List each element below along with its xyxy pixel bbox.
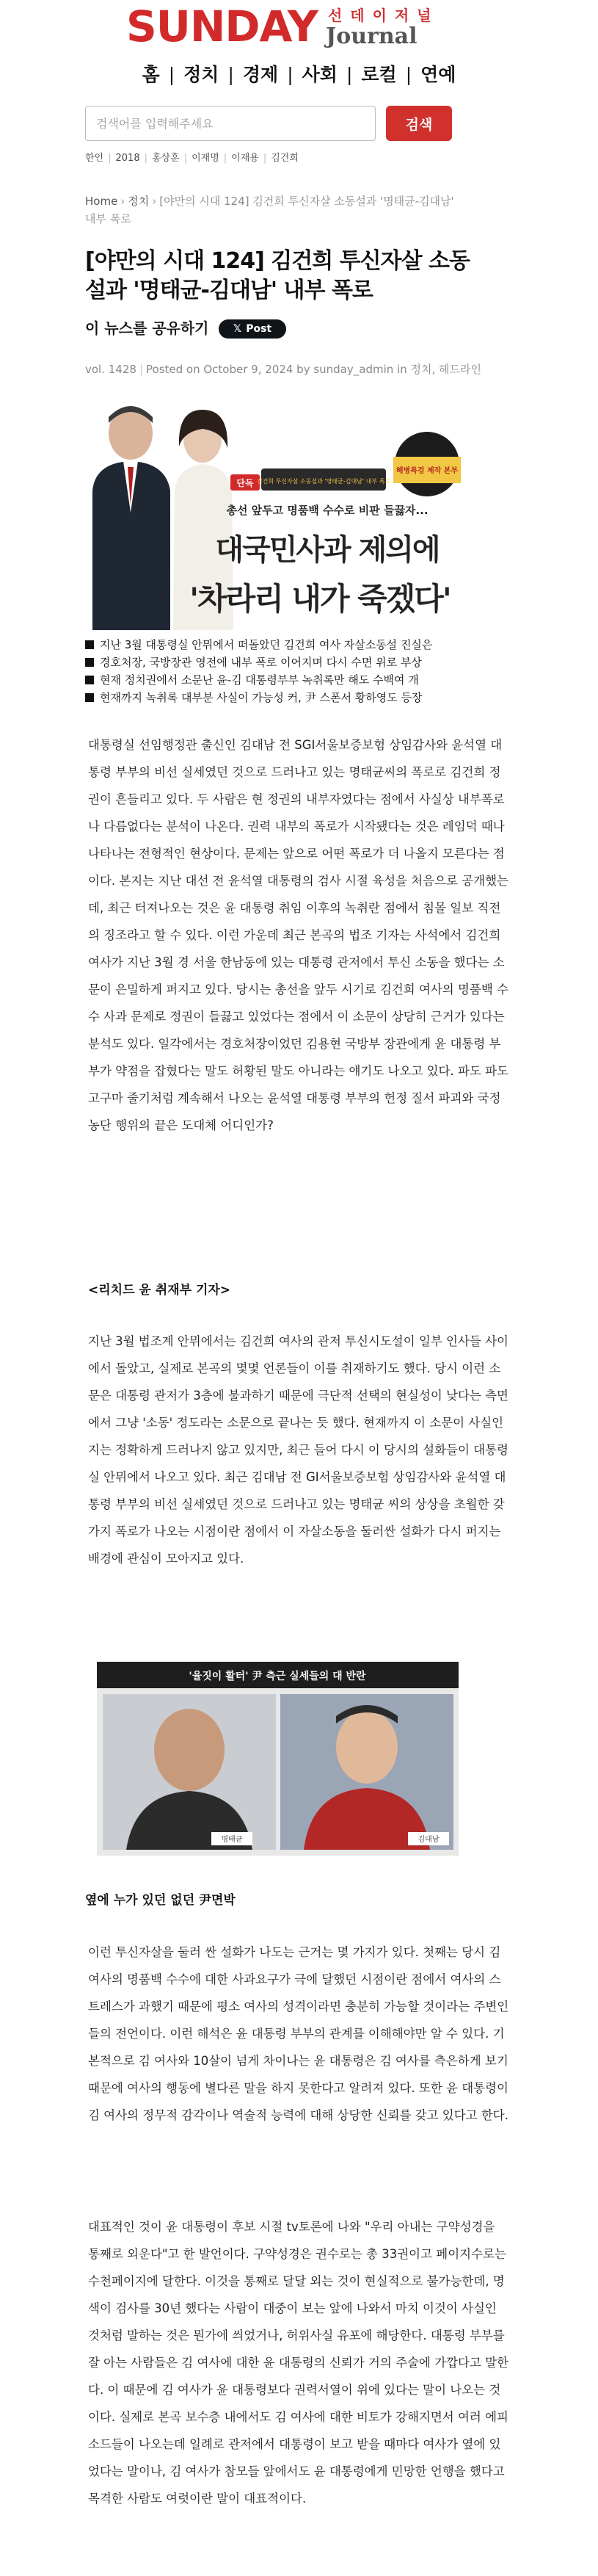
hero-caption-name: 해병특검 제작 본부 (395, 467, 459, 475)
article-meta (85, 361, 496, 377)
nav-item-entertainment[interactable]: 연예 (420, 64, 456, 85)
search-button[interactable]: 검색 (386, 106, 452, 141)
hero-headline-top: 총선 앞두고 명품백 수수로 비판 들끓자... (226, 504, 429, 517)
summary-bullet: 지난 3월 대통령실 안뮈에서 떠돌았던 김건희 여사 자살소동설 진실은 (85, 636, 511, 654)
logo-journal-text: Journal (326, 23, 417, 49)
main-nav (0, 60, 598, 90)
article-vol: vol. 1428 (85, 363, 136, 376)
article-paragraph: 대통령실 선임행정관 출신인 김대남 전 SGI서울보증보험 상임감사와 윤석열 대통령 부부의 비선 실세였던 것으로 드러나고 있는 명태균씨의 폭로로 김건희 정권이 흔들리고 있다. 두 사람은 현 정권의 내부자였다는 점에서 사실상 내부폭로나 다름없다는 분석이 나온다. 권력 내부의 폭로가 시작됐다는 것은 레임덕 때나 나타나는 전형적인 현상이다. 문제는 앞으로 어떤 폭로가 더 나올지 모른다는 점이다. 본지는 지난 대선 전 윤석열 대통령의 검사 시절 육성을 처음으로 공개했는데, 최근 터져나오는 것은 윤 대통령 취임 이후의 녹취란 점에서 침몰 일보 직전의 징조라고 할 수 있다. 이런 가운데 최근 본곡의 법조 기자는 사석에서 김건희 여사가 지난 3월 경 서울 한남동에 있는 대통령 관저에서 투신 소동을 했다는 소문이 은밀하게 퍼지고 있다. 당시는 총선을 앞두 시기로 김건희 여사의 명품백 수수 사과 문제로 정권이 들끓고 있었다는 점에서 이 소문이 상당히 근거가 있다는 분석도 있다. 일각에서는 경호처장이었던 김용현 국방부 장관에게 윤 대통령 부부가 약점을 잡혔다는 말도 허황된 말도 아니라는 얘기도 나오고 있다. 파도 파도 고구마 줄기처럼 계속해서 나오는 윤석열 대통령 부부의 헌정 질서 파괴와 국정농단 행위의 끝은 도대체 어디인가? (88, 738, 508, 1132)
photo-left-face (154, 1709, 225, 1791)
tag-link[interactable]: 홍상훈 (152, 153, 180, 164)
reporter-byline: <리치드 윤 취재부 기자> (88, 1283, 231, 1298)
hero-headline-main2: '차라리 내가 죽겠다' (189, 581, 451, 617)
hero-badge (230, 474, 260, 491)
nav-item-local[interactable]: 로컬 (361, 64, 397, 85)
nav-item-economy[interactable]: 경제 (242, 64, 279, 85)
summary-bullet: 현재까지 녹취록 대부분 사실이 가능성 커, 尹 스폰서 황하영도 등장 (85, 689, 511, 706)
tag-separator: | (183, 153, 188, 164)
tag-separator: | (108, 153, 112, 164)
article-paragraph: 지난 3월 법조계 안뮈에서는 김건희 여사의 관저 투신시도설이 일부 인사들 사이에서 돌았고, 실제로 본곡의 몇몇 언론들이 이를 취재하기도 했다. 당시 이런 소문은 대통령 관저가 3층에 불과하기 때문에 극단적 선택의 현실성이 낮다는 측면에서 그냥 '소동' 정도라는 소문으로 끝나는 듯 했다. 현재까지 이 소문이 사실인지는 정확하게 드러나지 않고 있지만, 최근 들어 다시 이 당시의 설화들이 대통령실 안뮈에서 나오고 있다. 최근 김대남 전 GI서울보증보험 상임감사와 윤석열 대통령 부부의 비선 실세였던 것으로 드러나고 있는 명태균 씨의 상상을 초월한 갖가지 폭로가 나오는 시점이란 점에서 이 자살소동을 둘러싼 설화가 다시 퍼지는 배경에 관심이 모아지고 있다. (88, 1334, 508, 1566)
search-bar (85, 106, 452, 141)
article-posted: Posted on October 9, 2024 by sunday_admin in 정치, 헤드라인 (146, 363, 481, 376)
tag-link[interactable]: 이재용 (231, 153, 259, 164)
logo-korean-text: 선 데 이 저 널 (328, 7, 433, 24)
hero-illustration (85, 388, 474, 630)
inline-photo (97, 1662, 459, 1856)
article-title: [야만의 시대 124] 김건희 투신자살 소동설과 '명태균-김대남' 내부 폭로 (85, 248, 470, 303)
logo-sunday-text: SUNDAY (126, 1, 318, 51)
tag-separator: | (263, 153, 267, 164)
x-post-button[interactable] (219, 319, 286, 339)
nav-separator: | (168, 64, 175, 85)
nav-separator: | (287, 64, 293, 85)
nav-separator: | (405, 64, 412, 85)
tag-link[interactable]: 2018 (115, 153, 140, 164)
summary-bullets (85, 636, 511, 706)
nav-item-society[interactable]: 사회 (302, 64, 338, 85)
breadcrumb-home[interactable]: Home (85, 195, 118, 208)
site-logo[interactable] (126, 3, 434, 50)
tag-separator: | (223, 153, 227, 164)
breadcrumb-separator: › (120, 195, 125, 208)
nav-separator: | (346, 64, 353, 85)
article-paragraph: 대표적인 것이 윤 대통령이 후보 시절 tv토론에 나와 "우리 아내는 구약성경을 통째로 외운다"고 한 발언이다. 구약성경은 권수로는 총 33권이고 페이지수로는 수천페이지에 달한다. 이것을 통째로 달달 외는 것이 현실적으로 불가능한데, 명색이 검사를 30년 했다는 사람이 대중이 보는 앞에 나와서 마치 이것이 사실인 것처럼 말하는 것은 뭔가에 씌었거나, 허위사실 유포에 해당한다. 대통령 부부를 잘 아는 사람들은 김 여사에 대한 윤 대통령의 신뢰가 거의 주술에 가깝다고 말한다. 이 때문에 김 여사가 윤 대통령보다 권력서열이 위에 있다는 말이 나오는 것이다. 실제로 본곡 보수층 내에서도 김 여사에 대한 비토가 강해지면서 여러 에피소드들이 나오는데 일례로 관저에서 대통령이 보고 받을 때마다 여사가 옆에 있었다는 말이나, 김 여사가 참모들 앞에서도 윤 대통령에게 민망한 언행을 했다고 목격한 사람도 여럿이란 말이 대표적이다. (88, 2220, 508, 2506)
inline-photo-illustration (97, 1662, 459, 1856)
tag-separator: | (144, 153, 147, 164)
inline-photo-banner: '율짓이 활터' 尹 측근 실세들의 대 반란 (189, 1671, 366, 1682)
hero-badge-text: 단독 (236, 478, 254, 488)
photo-label-right: 김대남 (417, 1836, 440, 1844)
x-logo-icon: 𝕏 (233, 323, 242, 335)
summary-bullet: 현재 정치권에서 소문난 윤-김 대통령부부 녹취록만 해도 수백여 개 (85, 671, 511, 689)
tag-list (85, 150, 525, 166)
hero-caption-small: 김건희 투신자살 소동설과 '명태균-김대남' 내부 폭로 (256, 478, 391, 485)
tag-link[interactable]: 김건희 (271, 153, 299, 164)
breadcrumb-separator: › (152, 195, 157, 208)
breadcrumb (85, 192, 467, 228)
article-paragraph: 이런 투신자살을 둘러 싼 설화가 나도는 근거는 몇 가지가 있다. 첫째는 당시 김 여사의 명품백 수수에 대한 사과요구가 극에 달했던 시점이란 점에서 여사의 스트레스가 과했기 때문에 평소 여사의 성격이라면 충분히 가능할 것이라는 주변인들의 전언이다. 이런 해석은 윤 대통령 부부의 관계를 이해해야만 알 수 있다. 기본적으로 김 여사와 10살이 넘게 차이나는 윤 대통령은 김 여사를 측은하게 보기 때문에 여사의 행동에 별다른 말을 하지 못한다고 알려져 있다. 또한 윤 대통령이 김 여사의 정무적 감각이나 역술적 능력에 대해 상당한 신뢰를 갖고 있다고 한다. (88, 1945, 509, 2122)
tag-link[interactable]: 이재명 (192, 153, 219, 164)
breadcrumb-current: [야만의 시대 124] 김건희 투신자살 소동설과 '명태균-김대남' 내부 폭로 (85, 195, 454, 225)
section-subhead: 옆에 누가 있던 없던 尹면박 (85, 1893, 236, 1908)
share-row (85, 317, 379, 339)
photo-right-face (336, 1710, 398, 1784)
meta-separator: | (139, 363, 143, 376)
nav-item-politics[interactable]: 정치 (183, 64, 219, 85)
site-header (0, 0, 598, 51)
share-label: 이 뉴스를 공유하기 (85, 319, 209, 337)
photo-label-left: 명태균 (221, 1836, 243, 1844)
search-input[interactable] (85, 106, 376, 141)
breadcrumb-category[interactable]: 정치 (128, 195, 150, 208)
nav-separator: | (227, 64, 234, 85)
tag-link[interactable]: 한인 (85, 153, 104, 164)
summary-bullet: 경호처장, 국방장관 영전에 내부 폭로 이어지며 다시 수면 위로 부상 (85, 654, 511, 671)
hero-headline-main1: 대국민사과 제의에 (215, 533, 440, 567)
nav-item-home[interactable]: 홈 (142, 64, 160, 85)
hero-image (85, 388, 474, 630)
x-post-label: Post (246, 323, 272, 335)
